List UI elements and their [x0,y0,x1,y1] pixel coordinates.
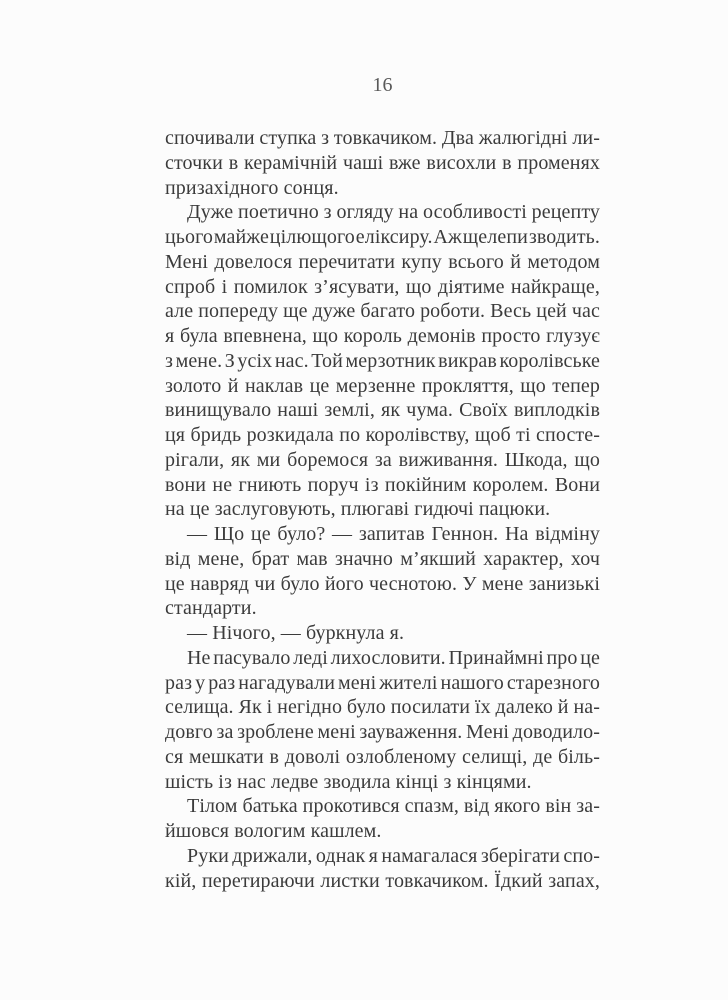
paragraph [165,646,600,795]
text-line: спроб і помилок з’ясувати, що діятиме найкраще, [165,275,600,298]
text-line: золото й наклав це мерзенне прокляття, що тепер [165,374,600,397]
text-line: селища. Як і негідно було посилати їх далеко й на- [165,696,600,719]
paragraph [165,126,600,200]
text-line: кій, перетираючи листки товкачиком. Їдкий запах, [165,869,600,892]
text-line: йшовся вологим кашлем. [165,820,382,842]
text-line: винищувало наші землі, як чума. Своїх виплодків [165,399,600,422]
text-line: Не пасувало леді лихословити. Принаймні про це [187,646,600,669]
text-line: від мене, брат мав значно м’якший характер, хоч [165,547,600,570]
paragraph [165,621,600,646]
text-line: стандарти. [165,597,257,620]
text-line: цього майже цілющого еліксиру. Аж щелепи зводить. [165,226,600,248]
text-line: але попереду ще дуже багато роботи. Весь цей час [165,300,600,323]
text-line: — Що це було? — запитав Геннон. На відміну [187,523,600,545]
text-line: з мене. З усіх нас. Той мерзотник викрав королівське [165,349,600,372]
paragraph [165,200,600,522]
paragraph [165,794,600,844]
text-line: вони не гниють поруч із покійним королем. Вони [165,473,600,496]
text-line: рігали, як ми боремося за виживання. Шкода, що [165,448,600,471]
text-line: це навряд чи було його чеснотою. У мене занизькі [165,572,600,595]
text-line: Руки дрижали, однак я намагалася зберігати спо- [187,844,600,867]
text-line: призахідного сонця. [165,176,339,199]
page [165,0,600,1000]
text-line: довго за зроблене мені зауваження. Мені доводило- [165,721,600,743]
text-line: шість із нас ледве зводила кінці з кінцями. [165,770,532,793]
text-line: спочивали ступка з товкачиком. Два жалюгідні ли- [165,127,600,149]
paragraph [165,522,600,621]
page-text [165,126,600,893]
text-line: Дуже поетично з огляду на особливості рецепту [187,201,600,224]
text-line: я була впевнена, що король демонів просто глузує [165,325,600,347]
text-line: ця бридь розкидала по королівству, щоб ті спосте- [165,424,600,446]
text-line: сточки в керамічній чаші вже висохли в променях [165,151,600,174]
text-line: раз у раз нагадували мені жителі нашого старезного [165,671,600,694]
text-line: — Нічого, — буркнула я. [187,622,405,644]
page-number: 16 [372,74,393,96]
text-line: ся мешкати в доволі озлобленому селищі, де біль- [165,745,600,768]
text-line: Мені довелося перечитати купу всього й методом [165,250,600,273]
text-line: на це заслуговують, плюгаві гидючі пацюки. [165,498,551,521]
paragraph [165,844,600,894]
text-line: Тілом батька прокотився спазм, від якого він за- [187,795,600,818]
